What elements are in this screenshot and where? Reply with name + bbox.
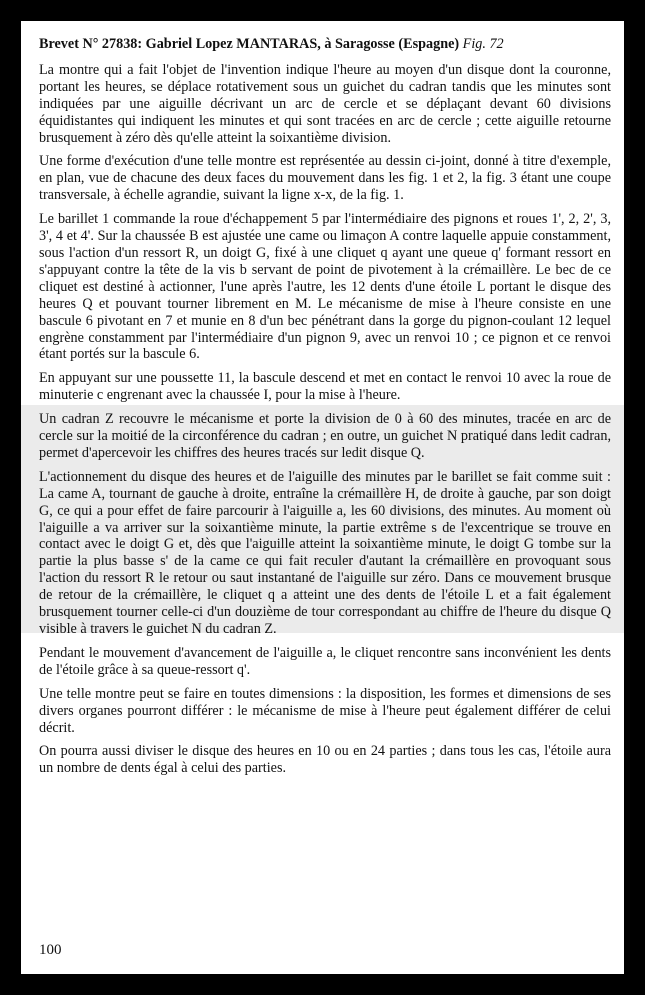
document-body [39,36,611,784]
patent-header [39,36,611,53]
paragraph-4: En appuyant sur une poussette 11, la bascule descend et met en contact le renvoi 10 avec la roue de minuterie c engrenant avec la chaussée I, pour la mise à l'heure. [39,370,611,404]
paragraph-8: Une telle montre peut se faire en toutes dimensions : la disposition, les formes et dimensions de ses divers organes pourront différer : le mécanisme de mise à l'heure peut également différer de celui décrit. [39,685,611,736]
paragraph-3: Le barillet 1 commande la roue d'échappement 5 par l'intermédiaire des pignons et roues 1', 2, 2', 3, 3', 4 et 4'. Sur la chaussée B est ajustée une came ou limaçon A contre laquelle appuie constamment, sous l'action d'un ressort R, un doigt G, fixé à une cliquet q ayant une queue q' formant ressort en s'appuyant contre la tête de la vis b servant de point de pivotement à la crémaillère. Le bec de ce cliquet est destiné à actionner, l'une après l'autre, les 12 dents d'une étoile L portant le disque des heures Q et pouvant tourner librement en M. Le mécanisme de mise à l'heure consiste en une bascule 6 pivotant en 7 et munie en 8 d'un bec pénétrant dans la gorge du pignon-coulant 12 lequel engrène constamment par l'intermédiaire d'un pignon 9, avec un renvoi 10 ; ce pignon et ce renvoi étant portés sur la bascule 6. [39,211,611,363]
paragraph-7: Pendant le mouvement d'avancement de l'aiguille a, le cliquet rencontre sans inconvénient les dents de l'étoile grâce à sa queue-ressort q'. [39,644,611,678]
page-number: 100 [39,942,62,958]
paragraph-5: Un cadran Z recouvre le mécanisme et porte la division de 0 à 60 des minutes, tracée en arc de cercle sur la moitié de la circonférence du cadran ; en outre, un guichet N pratiqué dans ledit cadran, permet d'apercevoir les chiffres des heures tracés sur ledit disque Q. [39,411,611,461]
paragraph-6: L'actionnement du disque des heures et de l'aiguille des minutes par le barillet se fait comme suit : La came A, tournant de gauche à droite, entraîne la crémaillère H, de droite à gauche, par son doigt G, ce qui a pour effet de faire parcourir à l'aiguille a, les 60 divisions, des minutes. Au moment où l'aiguille a va arriver sur la soixantième minute, la partie extrême s de l'excentrique se trouve en contact avec le doigt G et, dès que l'aiguille atteint la soixantième minute, le doigt G tombe sur la partie la plus basse s' de la came ce qui fait reculer d'autant la crémaillère en provoquant sous l'action du ressort R le retour ou saut instantané de l'aiguille sur zéro. Dans ce mouvement brusque de retour de la crémaillère, le cliquet q a atteint une des dents de l'étoile L et a fait également brusquement tourner celle-ci d'un douzième de tour correspondant au chiffre de l'heure du disque Q visible à travers le guichet N du cadran Z. [39,468,611,637]
paragraph-2: Une forme d'exécution d'une telle montre est représentée au dessin ci-joint, donné à titre d'exemple, en plan, vue de chacune des deux faces du mouvement dans les fig. 1 et 2, la fig. 3 étant une coupe transversale, à échelle agrandie, suivant la ligne x-x, de la fig. 1. [39,153,611,204]
paragraph-1: La montre qui a fait l'objet de l'invention indique l'heure au moyen d'un disque dont la couronne, portant les heures, se déplace rotativement sous un guichet du cadran tandis que les minutes sont indiquées par une aiguille décrivant un arc de cercle et se déplaçant devant 60 divisions équidistantes qui indiquent les minutes et qui sont tracées en arc de cercle ; cette aiguille retourne brusquement à zéro dès qu'elle atteint la soixantième division. [39,61,611,146]
figure-label: Fig. [462,36,486,52]
patent-title: Brevet N° 27838: Gabriel Lopez MANTARAS, à Saragosse (Espagne) [39,36,460,52]
document-page [21,21,624,974]
paragraph-9: On pourra aussi diviser le disque des heures en 10 ou en 24 parties ; dans tous les cas, l'étoile aura un nombre de dents égal à celui des parties. [39,743,611,777]
figure-number: 72 [489,36,504,52]
